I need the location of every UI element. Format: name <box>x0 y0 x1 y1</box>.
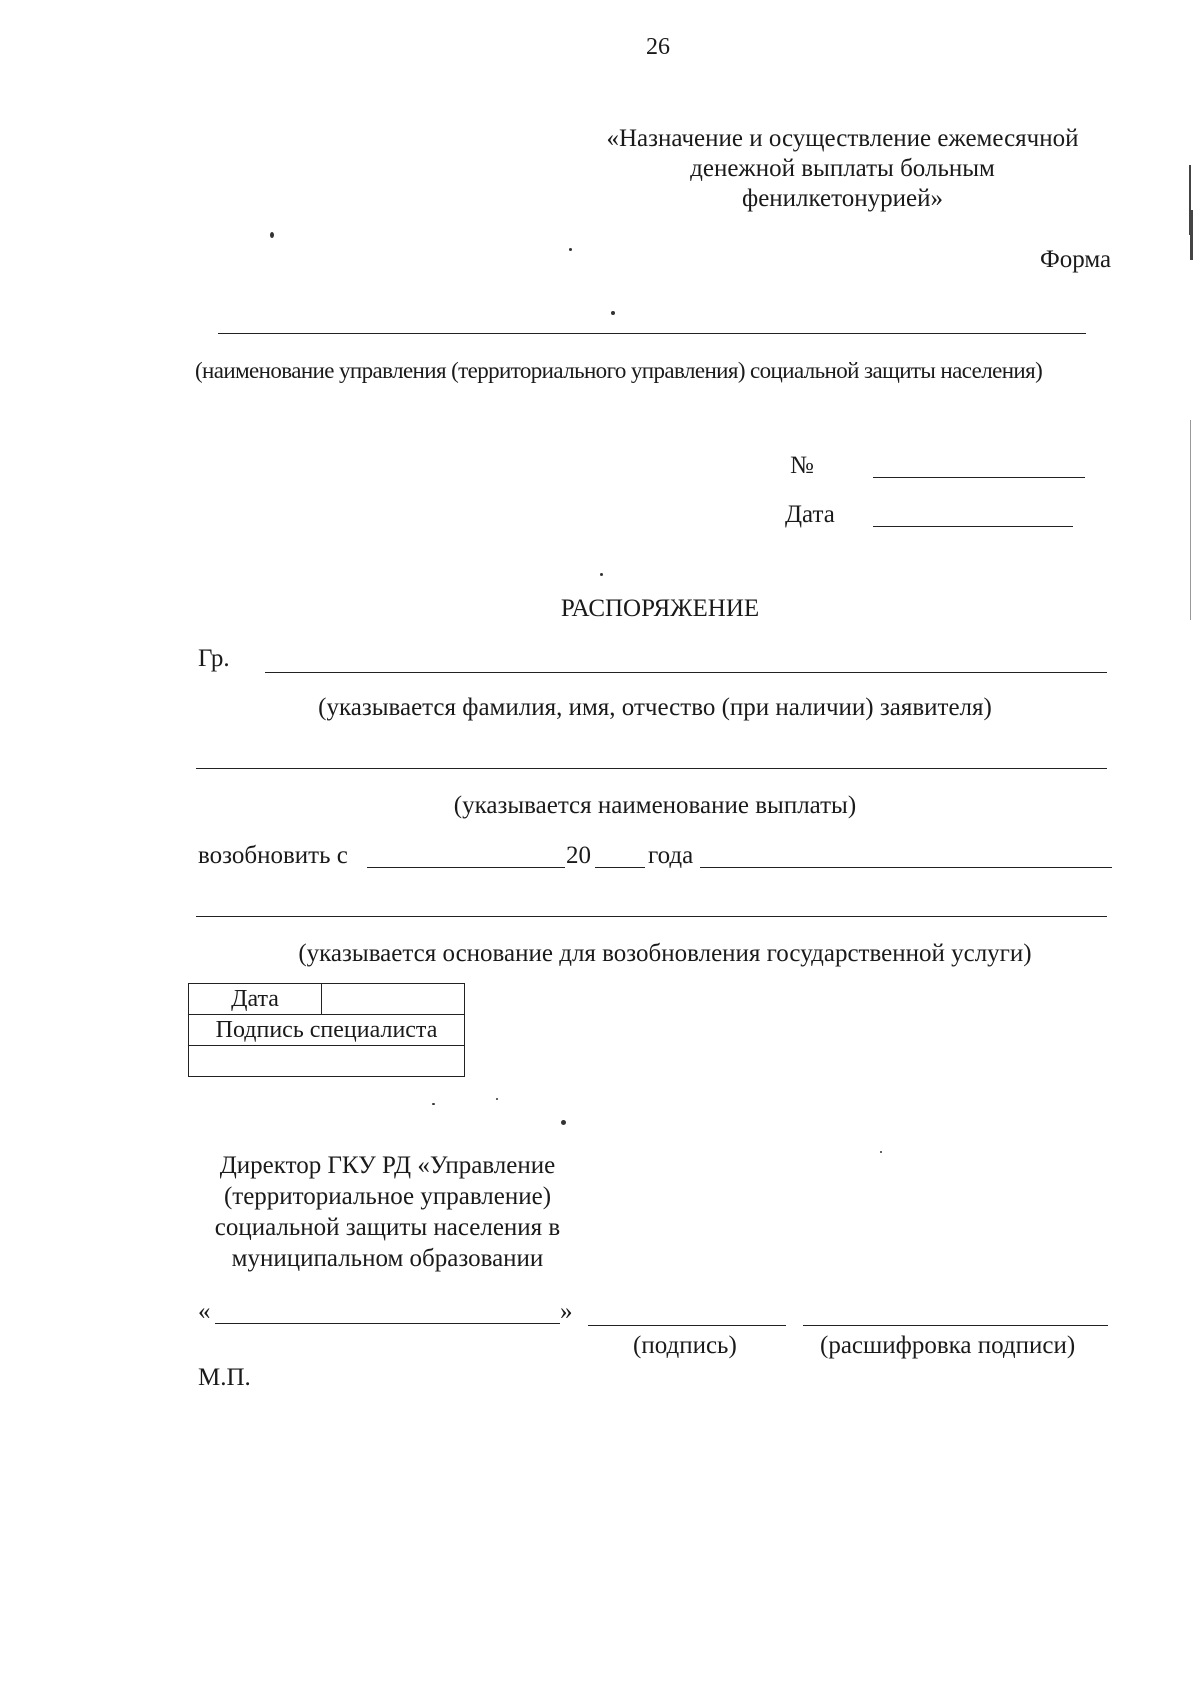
close-quote: » <box>560 1298 573 1325</box>
page-number: 26 <box>646 34 670 60</box>
scan-speck <box>611 311 615 315</box>
signature-decode-caption: (расшифровка подписи) <box>820 1332 1076 1359</box>
open-quote: « <box>198 1298 211 1325</box>
resume-year-line[interactable] <box>595 867 645 868</box>
resume-extra-line[interactable] <box>700 867 1112 868</box>
scan-speck <box>561 1120 566 1125</box>
scan-speck <box>569 248 572 251</box>
scan-speck <box>496 1098 498 1100</box>
scan-speck <box>600 573 603 576</box>
scan-edge-mark <box>1190 210 1193 260</box>
date-field-line[interactable] <box>873 526 1073 527</box>
director-title-line-4: муниципальном образовании <box>231 1245 544 1272</box>
director-title-line-2: (территориальное управление) <box>223 1183 552 1210</box>
scan-edge-mark <box>1190 420 1191 620</box>
service-header <box>585 124 1100 214</box>
stamp-label: М.П. <box>198 1364 251 1391</box>
resume-prefix: возобновить с <box>198 842 348 869</box>
table-row <box>189 1015 465 1046</box>
org-caption: (наименование управления (территориального управления) социальной защиты населения) <box>195 358 1043 383</box>
basis-caption: (указывается основание для возобновления государственной услуги) <box>298 940 1032 967</box>
number-field-line[interactable] <box>873 477 1085 478</box>
citizen-caption: (указывается фамилия, имя, отчество (при наличии) заявителя) <box>318 694 992 721</box>
date-label: Дата <box>785 501 835 528</box>
payment-caption: (указывается наименование выплаты) <box>453 792 857 819</box>
service-header-line-2: денежной выплаты больным <box>690 155 995 182</box>
basis-line[interactable] <box>196 916 1107 917</box>
org-name-line[interactable] <box>218 333 1086 334</box>
scan-speck <box>432 1103 435 1105</box>
table-date-label: Дата <box>189 984 322 1015</box>
signature-decode-line[interactable] <box>803 1325 1108 1326</box>
specialist-table <box>188 983 465 1077</box>
payment-name-line[interactable] <box>196 768 1107 769</box>
director-title-line-3: социальной защиты населения в <box>214 1214 561 1241</box>
resume-century: 20 <box>566 842 591 869</box>
resume-year-word: года <box>648 842 694 869</box>
form-label: Форма <box>1040 246 1112 273</box>
director-title <box>190 1150 585 1274</box>
signature-date-line[interactable] <box>215 1323 560 1324</box>
number-label: № <box>790 452 814 479</box>
resume-date-line[interactable] <box>367 867 565 868</box>
citizen-label: Гр. <box>198 645 230 672</box>
service-header-line-1: «Назначение и осуществление ежемесячной <box>606 125 1079 152</box>
citizen-name-line[interactable] <box>265 672 1107 673</box>
document-title: РАСПОРЯЖЕНИЕ <box>560 595 760 622</box>
scan-speck <box>270 232 274 238</box>
scan-speck <box>880 1151 882 1153</box>
service-header-line-3: фенилкетонурией» <box>742 185 943 212</box>
director-title-line-1: Директор ГКУ РД «Управление <box>219 1152 556 1179</box>
table-date-cell[interactable] <box>322 984 465 1015</box>
table-row <box>189 984 465 1015</box>
table-row <box>189 1046 465 1077</box>
signature-caption: (подпись) <box>633 1332 737 1359</box>
signature-line[interactable] <box>588 1325 786 1326</box>
table-signature-label: Подпись специалиста <box>189 1015 465 1046</box>
table-signature-cell[interactable] <box>189 1046 465 1077</box>
